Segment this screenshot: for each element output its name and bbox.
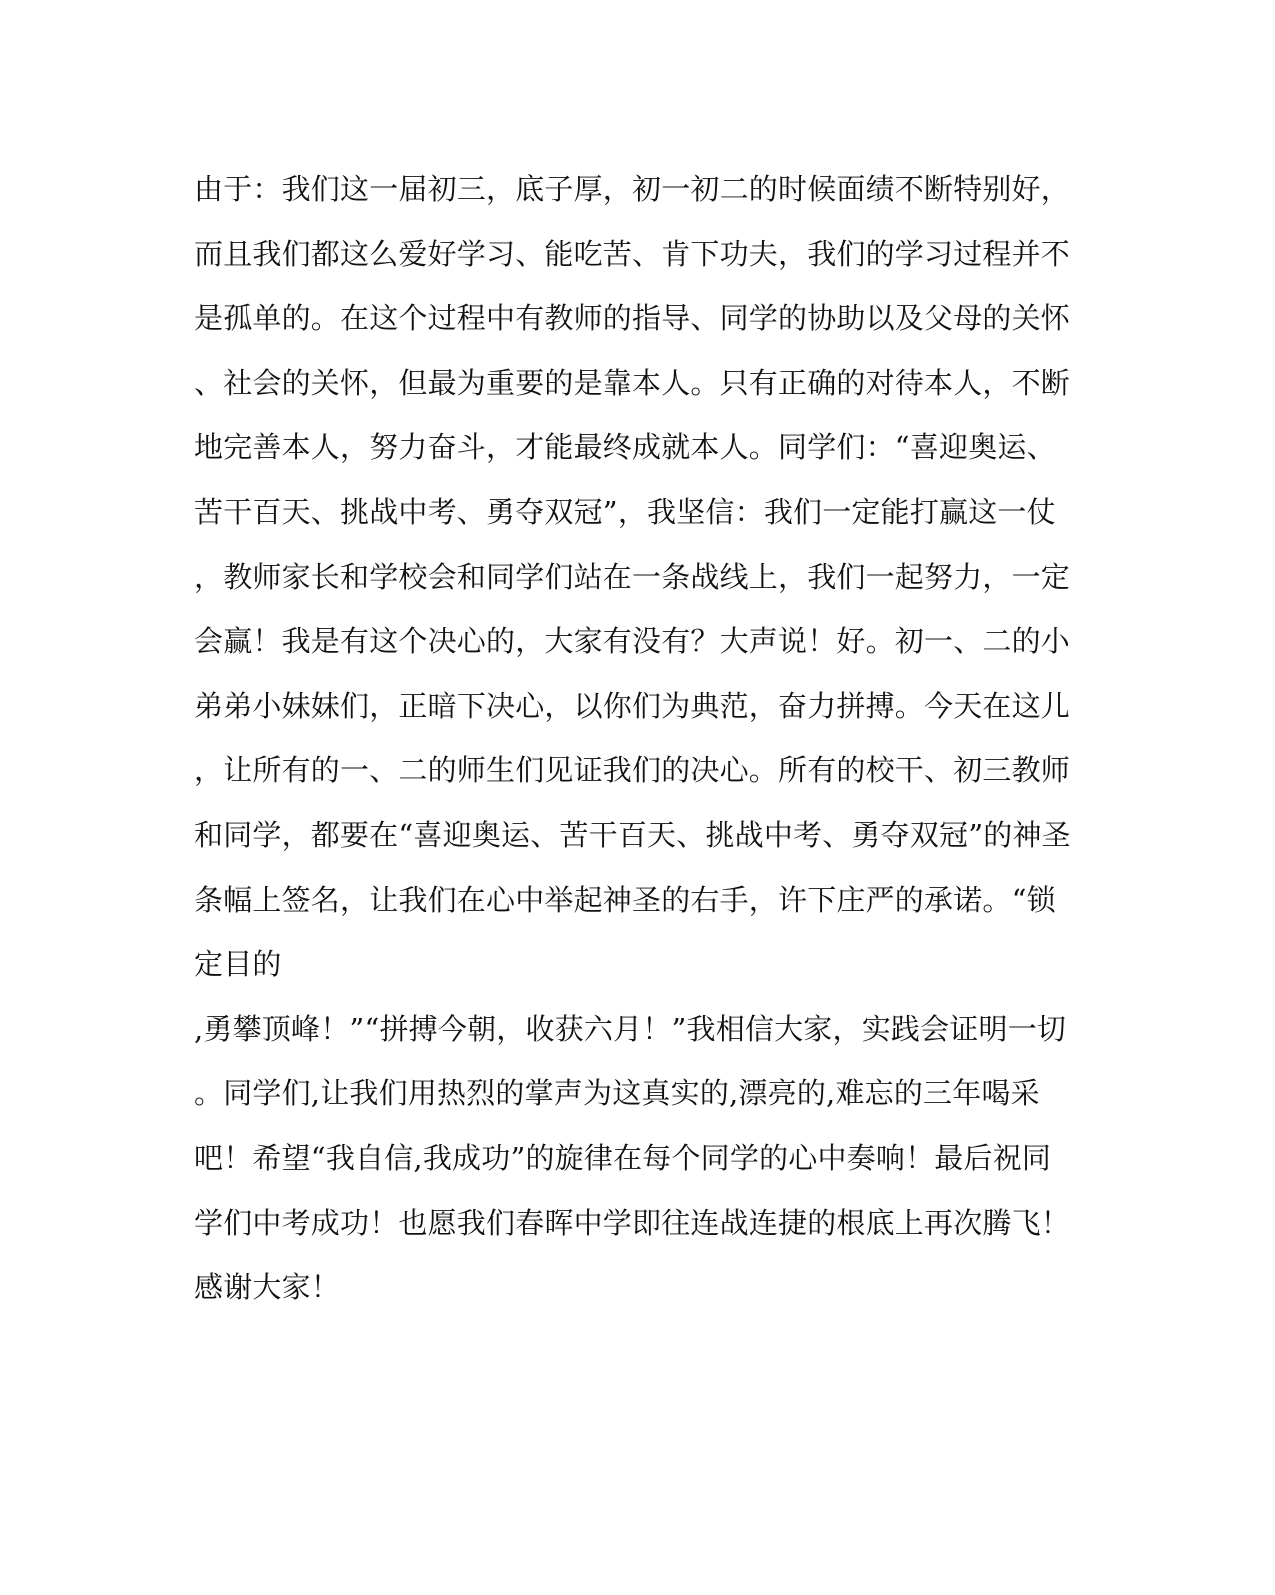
text-line: 、社会的关怀，但最为重要的是靠本人。只有正确的对待本人，不断: [194, 365, 1071, 400]
text-line: 弟弟小妹妹们，正暗下决心，以你们为典范，奋力拼搏。今天在这儿: [194, 688, 1071, 723]
text-line: 学们中考成功！也愿我们春晖中学即往连战连捷的根底上再次腾飞！: [194, 1205, 1071, 1240]
text-line: ，让所有的一、二的师生们见证我们的决心。所有的校干、初三教师: [194, 753, 1071, 788]
text-line: 定目的: [194, 947, 282, 982]
text-line: 地完善本人，努力奋斗，才能最终成就本人。同学们：“喜迎奥运、: [194, 430, 1056, 465]
text-line: ,勇攀顶峰！”“拼搏今朝，收获六月！”我相信大家，实践会证明一切: [194, 1011, 1067, 1046]
text-line: 和同学，都要在“喜迎奥运、苦干百天、挑战中考、勇夺双冠”的神圣: [194, 817, 1071, 852]
text-line: 苦干百天、挑战中考、勇夺双冠”，我坚信：我们一定能打赢这一仗: [194, 494, 1056, 529]
text-line: 是孤单的。在这个过程中有教师的指导、同学的协助以及父母的关怀: [194, 301, 1071, 336]
text-line: ，教师家长和学校会和同学们站在一条战线上，我们一起努力，一定: [194, 559, 1071, 594]
text-line: 会赢！我是有这个决心的，大家有没有？大声说！好。初一、二的小: [194, 624, 1071, 659]
text-line: 条幅上签名，让我们在心中举起神圣的右手，许下庄严的承诺。“锁: [194, 882, 1056, 917]
text-line: 。同学们,让我们用热烈的掌声为这真实的,漂亮的,难忘的三年喝采: [194, 1076, 1040, 1111]
text-line: 吧！希望“我自信,我成功”的旋律在每个同学的心中奏响！最后祝同: [194, 1140, 1052, 1175]
text-line: 感谢大家！: [194, 1270, 341, 1305]
text-line: 而且我们都这么爱好学习、能吃苦、肯下功夫，我们的学习过程并不: [194, 236, 1071, 271]
body-text: [194, 157, 1074, 1320]
text-line: 由于：我们这一届初三，底子厚，初一初二的时候面绩不断特别好，: [194, 172, 1071, 206]
